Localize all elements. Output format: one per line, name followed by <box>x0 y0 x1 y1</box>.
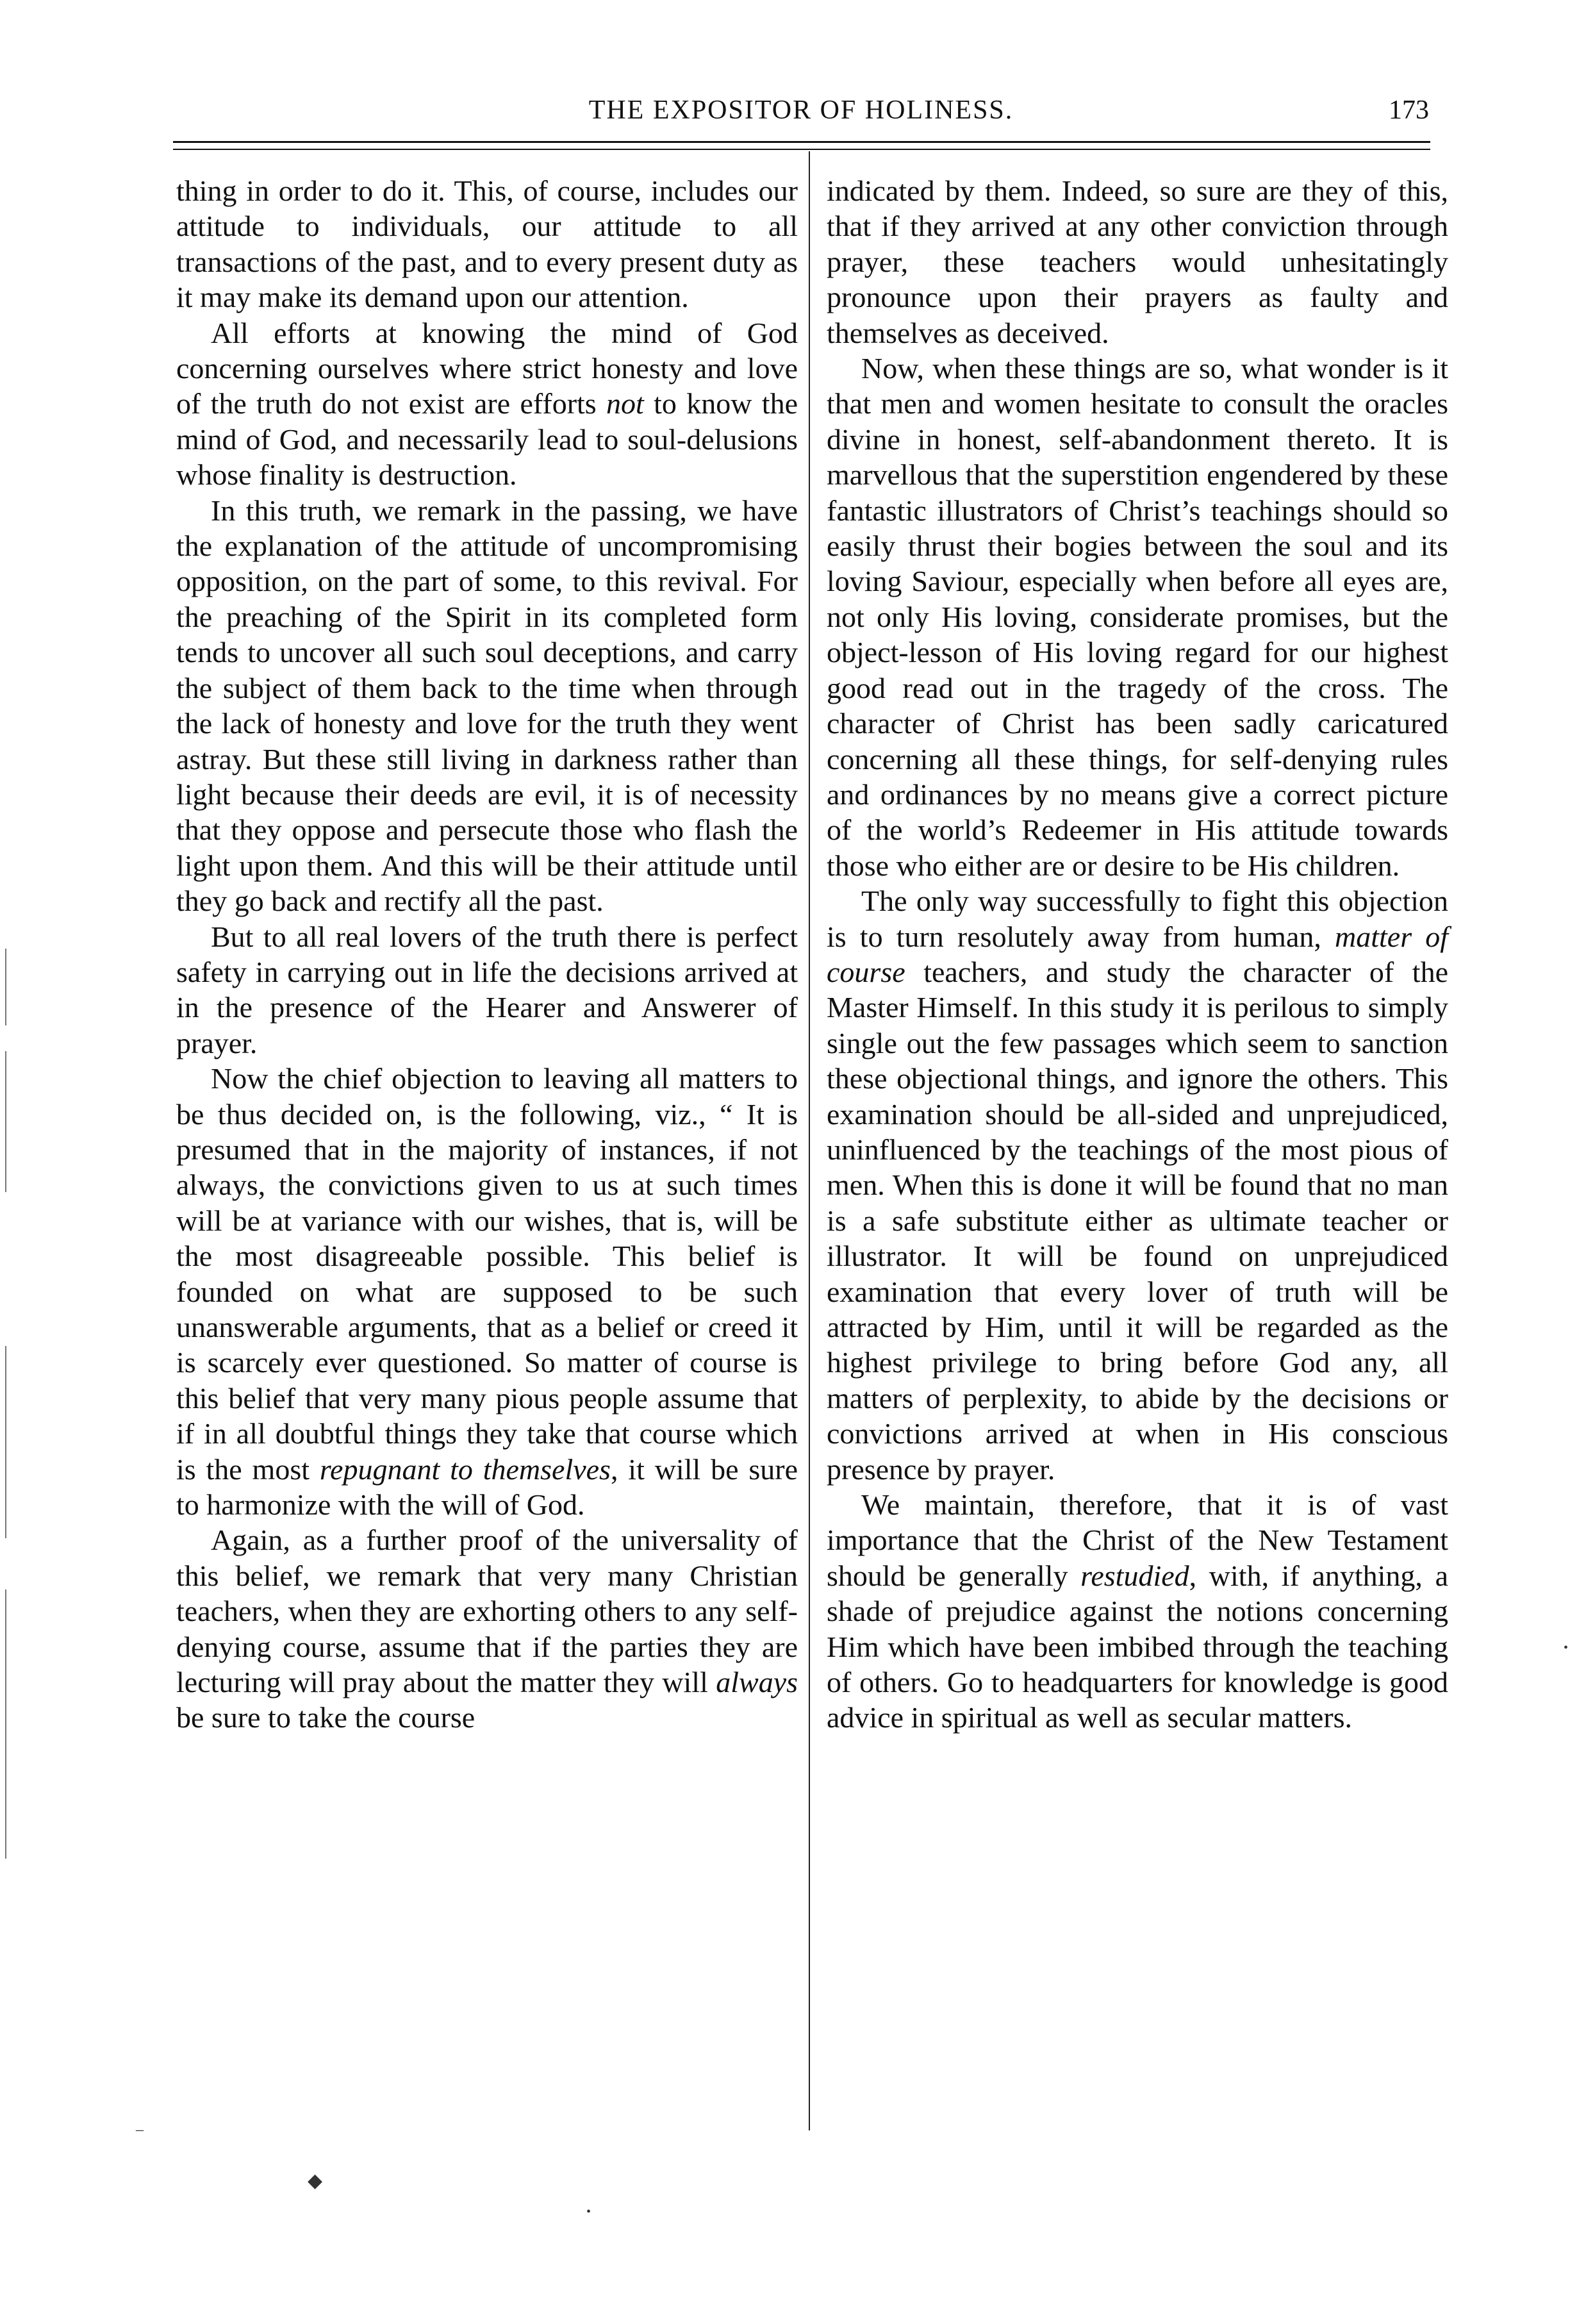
italic-emphasis: restudied <box>1080 1559 1189 1592</box>
scan-edge-mark <box>5 1589 6 1859</box>
scan-edge-mark <box>5 949 6 1025</box>
header-rule-bottom <box>173 149 1430 150</box>
paragraph: Now the chief objection to leaving all matters to be thus decided on, is the following, viz., “ It is presumed that in the majority of instances, if not always, the convictions given to us at such times will be at variance with our wishes, that is, will be the most disagreeable possible. This belief is founded on what are supposed to be such unanswerable arguments, that as a belief or creed it is scarcely ever questioned. So matter of course is this belief that very many pious people assume that if in all doubtful things they take that course which is the most repugnant to themselves, it will be sure to harmonize with the will of God. <box>176 1062 798 1522</box>
paragraph: The only way successfully to fight this objection is to turn resolutely away from human, matter of course teachers, and study the character of the Master Himself. In this study it is perilous to simply single out the few passages which seem to sanction these objectional things, and ignore the others. This examination should be all-sided and unprejudiced, uninfluenced by the teachings of the most pious of men. When this is done it will be found that no man is a safe substitute either as ultimate teacher or illustrator. It will be found on unprejudiced examination that every lover of truth will be attracted by Him, until it will be regarded as the highest privilege to bring before God any, all matters of perplexity, to abide by the decisions or convictions arrived at when in His conscious presence by prayer. <box>827 884 1449 1486</box>
paragraph: Again, as a further proof of the universality of this belief, we remark that very many Christian teachers, when they are exhorting others to any self-denying course, assume that if the parties they are lecturing will pray about the matter they will always be sure to take the course <box>176 1523 798 1734</box>
running-head <box>173 91 1429 129</box>
paragraph: In this truth, we remark in the passing, we have the explanation of the attitude of uncompromising opposition, on the part of some, to this revival. For the preaching of the Spirit in its completed form tends to uncover all such soul deceptions, and carry the subject of them back to the time when through the lack of honesty and love for the truth they went astray. But these still living in darkness rather than light because their deeds are evil, it is of necessity that they oppose and persecute those who flash the light upon them. And this will be their attitude until they go back and rectify all the past. <box>176 494 798 918</box>
left-column <box>176 173 798 1736</box>
scan-edge-mark <box>5 1346 6 1538</box>
ink-speck: • <box>1564 1641 1569 1655</box>
paragraph: Now, when these things are so, what wonder is it that men and women hesitate to consult the oracles divine in honest, self-abandonment thereto. It is marvellous that the superstition engendered by these fantastic illustrators of Christ’s teachings should so easily thrust their bogies between the soul and its loving Saviour, especially when before all eyes are, not only His loving, considerate promises, but the object-lesson of His loving regard for our highest good read out in the tragedy of the cross. The character of Christ has been sadly caricatured concerning all these things, for self-denying rules and ordinances by no means give a correct picture of the world’s Redeemer in His attitude towards those who either are or desire to be His children. <box>827 352 1448 882</box>
running-title: THE EXPOSITOR OF HOLINESS. <box>588 95 1014 125</box>
paragraph: But to all real lovers of the truth there is perfect safety in carrying out in life the decisions arrived at in the presence of the Hearer and Answerer of prayer. <box>176 920 798 1059</box>
column-divider <box>809 151 810 2130</box>
page-number: 173 <box>1389 95 1429 125</box>
right-column <box>827 173 1448 1736</box>
paragraph: indicated by them. Indeed, so sure are they of this, that if they arrived at any other conviction through prayer, these teachers would unhesitatingly pronounce upon their prayers as faulty and themselves as deceived. <box>827 174 1448 349</box>
ink-speck: ◆ <box>308 2170 323 2191</box>
scan-edge-mark <box>5 1051 6 1192</box>
italic-emphasis: always <box>716 1666 798 1699</box>
paragraph: All efforts at knowing the mind of God concerning ourselves where strict honesty and love of the truth do not exist are efforts not to know the mind of God, and necessarily lead to soul-delusions whose finality is destruction. <box>176 316 798 492</box>
italic-emphasis: repugnant to themselves <box>319 1452 611 1486</box>
ink-speck: – <box>136 2121 144 2138</box>
paragraph: thing in order to do it. This, of course, includes our attitude to individuals, our attitude to all transactions of the past, and to every present duty as it may make its demand upon our attention. <box>176 174 798 314</box>
italic-emphasis: not <box>606 387 644 420</box>
italic-emphasis: matter of course <box>827 920 1449 988</box>
paragraph: We maintain, therefore, that it is of vast importance that the Christ of the New Testament should be generally restudied, with, if anything, a shade of prejudice against the notions concerning Him which have been imbibed through the teaching of others. Go to headquarters for knowledge is good advice in spiritual as well as secular matters. <box>827 1488 1448 1734</box>
header-rule-top <box>173 141 1430 143</box>
ink-speck: • <box>586 2205 591 2219</box>
